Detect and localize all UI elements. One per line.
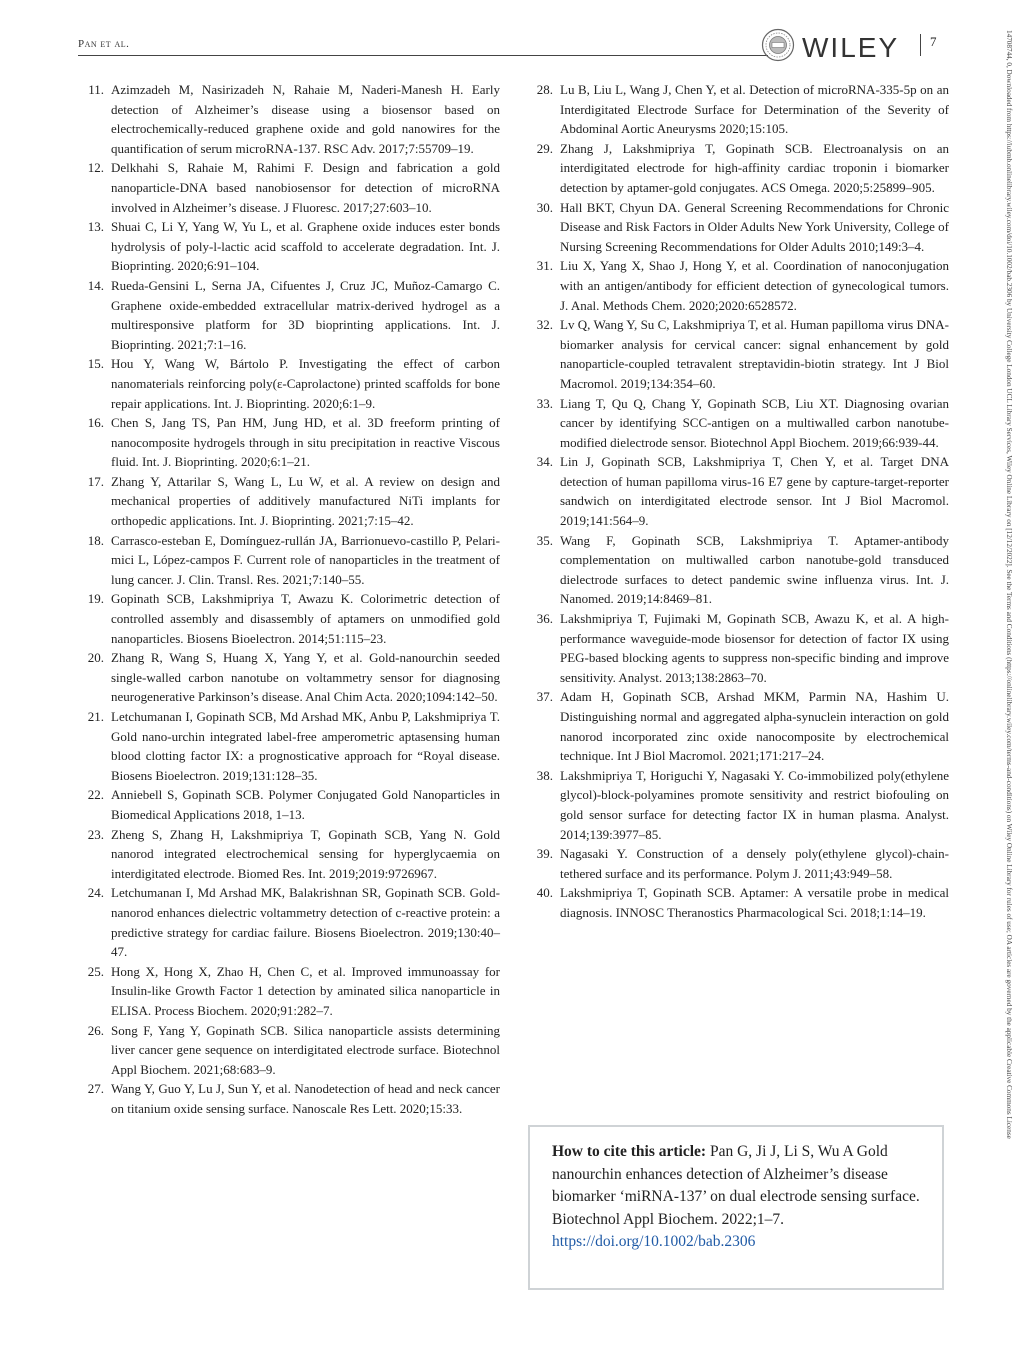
reference-text: Lakshmipriya T, Fujimaki M, Gopinath SCB, Awazu K, et al. A high-performance waveguide-mode biosensor for detection of factor IX using PEG-based blocking agents to suppress non-specific binding and improve sensitivity. Analyst. 2013;138:2863–70. [560, 611, 949, 685]
reference-text: Zheng S, Zhang H, Lakshmipriya T, Gopinath SCB, Yang N. Gold nanorod integrated electrochemical sensing for hyperglycaemia on interdigitated electrode. Biomed Res. Int. 2019;2019:9726967. [111, 826, 500, 881]
reference-text: Adam H, Gopinath SCB, Arshad MKM, Parmin NA, Hashim U. Distinguishing normal and aggregated alpha-synuclein interaction on gold nanorod incorporated zinc oxide nanocomposite by electrochemical technique. Int J Biol Macromol. 2021;171:217–24. [560, 689, 949, 764]
reference-item [78, 217, 500, 276]
reference-number: 16. [87, 415, 104, 431]
reference-text: Chen S, Jang TS, Pan HM, Jung HD, et al. 3D freeform printing of nanocomposite hydrogels through in situ precipitation in reactive Viscous fluid. Int. J. Bioprinting. 2020;6:1–21. [111, 415, 500, 470]
reference-list-left [78, 80, 500, 1118]
reference-number: 27. [87, 1081, 104, 1097]
reference-text: Lin J, Gopinath SCB, Lakshmipriya T, Chen Y, et al. Target DNA detection of human papilloma virus-16 E7 gene by capture-target-reporter sandwich on interdigitated electrode sensor. Int J Biol Macromol. 2019;141:564–9. [560, 454, 949, 529]
reference-text: Azimzadeh M, Nasirizadeh N, Rahaie M, Naderi-Manesh H. Early detection of Alzheimer’s disease using a biosensor based on electrochemically-reduced graphene oxide and gold nanowires for the quantification of serum microRNA-137. RSC Adv. 2017;7:55709–19. [111, 82, 500, 156]
reference-number: 39. [536, 846, 553, 862]
reference-item [78, 785, 500, 824]
reference-item [527, 198, 949, 257]
reference-number: 11. [88, 82, 104, 97]
reference-text: Gopinath SCB, Lakshmipriya T, Awazu K. Colorimetric detection of controlled assembly and disassembly of aptamers on unmodified gold nanoparticles. Biosens Bioelectron. 2014;51:115–23. [111, 591, 500, 646]
reference-text: Lakshmipriya T, Horiguchi Y, Nagasaki Y. Co-immobilized poly(ethylene glycol)-block-polyamines promote sensitivity and restrict biofouling on gold sensor surface for detecting factor IX in human plasma. Analyst. 2014;139:3977–85. [560, 767, 949, 842]
references-column-right [527, 80, 949, 923]
reference-item [78, 962, 500, 1021]
reference-item [527, 256, 949, 315]
citation-text: Pan G, Ji J, Li S, Wu A Gold nanourchin enhances detection of Alzheimer’s disease biomarker ‘miRNA-137’ on dual electrode sensing surface. Biotechnol Appl Biochem. 2022;1–7. [552, 1143, 920, 1228]
reference-number: 35. [536, 532, 553, 548]
wiley-seal-icon [761, 28, 795, 62]
reference-number: 17. [87, 473, 104, 489]
reference-text: Delkhahi S, Rahaie M, Rahimi F. Design and fabrication a gold nanoparticle-DNA based nanobiosensor for detection of microRNA involved in Alzheimer’s disease. J Fluoresc. 2017;27:603–10. [111, 160, 500, 215]
reference-text: Zhang Y, Attarilar S, Wang L, Lu W, et al. A review on design and mechanical properties of additively manufactured NiTi implants for orthopedic applications. Int. J. Bioprinting. 2021;7:15–42. [111, 473, 500, 529]
reference-item [78, 589, 500, 648]
reference-item [78, 648, 500, 707]
reference-item [78, 707, 500, 785]
reference-number: 32. [536, 317, 553, 333]
reference-text: Liang T, Qu Q, Chang Y, Gopinath SCB, Liu XT. Diagnosing ovarian cancer by identifying SCC-antigen on a multiwalled carbon nanotube-modified dielectrode sensor. Biotechnol Appl Biochem. 2019;66:939-44. [560, 395, 949, 450]
reference-item [527, 452, 949, 530]
publisher-logo: WILEY [802, 32, 900, 63]
reference-item [78, 1079, 500, 1118]
reference-text: Lu B, Liu L, Wang J, Chen Y, et al. Detection of microRNA-335-5p on an Interdigitated Electrode Surface for Determination of the Severity of Abdominal Aortic Aneurysms 2020;15:105. [560, 82, 949, 137]
page-header [78, 28, 954, 72]
reference-item [527, 883, 949, 922]
reference-item [78, 472, 500, 531]
reference-item [78, 80, 500, 158]
header-rule [78, 55, 768, 56]
reference-text: Letchumanan I, Gopinath SCB, Md Arshad MK, Anbu P, Lakshmipriya T. Gold nano-urchin integrated label-free amperometric aptasensing human blood clotting factor IX: a prognosticative approach for “Royal disease. Biosens Bioelectron. 2019;131:128–35. [111, 709, 500, 783]
reference-number: 20. [87, 650, 104, 666]
reference-number: 34. [536, 454, 553, 470]
reference-item [527, 315, 949, 393]
reference-number: 36. [536, 611, 553, 627]
references-column-left [78, 80, 500, 1118]
reference-text: Wang F, Gopinath SCB, Lakshmipriya T. Aptamer-antibody complementation on multiwalled carbon nanotube-gold transduced dielectrode surfaces to detect pandemic swine influenza virus. Int. J. Nanomed. 2019;14:8469–81. [560, 532, 949, 607]
reference-number: 29. [536, 140, 553, 156]
reference-number: 30. [536, 199, 553, 215]
reference-number: 40. [536, 885, 553, 901]
reference-text: Carrasco-esteban E, Domínguez-rullán JA, Barrionuevo-castillo P, Pelari-mici L, López-campos F. Current role of nanoparticles in the treatment of lung cancer. J. Clin. Transl. Res. 2021;7:140–55. [111, 532, 500, 587]
reference-item [527, 609, 949, 687]
reference-number: 21. [87, 709, 104, 724]
reference-item [527, 531, 949, 609]
download-notice [1001, 30, 1015, 1320]
reference-number: 18. [87, 532, 104, 548]
citation-doi-link[interactable]: https://doi.org/10.1002/bab.2306 [552, 1233, 756, 1250]
reference-text: Lakshmipriya T, Gopinath SCB. Aptamer: A versatile probe in medical diagnosis. INNOSC Theranostics Pharmacological Sci. 2018;1:14–19. [560, 885, 949, 920]
reference-item [78, 531, 500, 590]
reference-item [78, 883, 500, 961]
reference-text: Liu X, Yang X, Shao J, Hong Y, et al. Coordination of nanoconjugation with an antigen/antibody for efficient detection of gynecological tumors. J. Anal. Methods Chem. 2020;2020:6528572. [560, 258, 949, 313]
reference-number: 28. [536, 82, 553, 97]
reference-text: Letchumanan I, Md Arshad MK, Balakrishnan SR, Gopinath SCB. Gold-nanorod enhances dielectric voltammetry detection of c-reactive protein: a predictive strategy for cardiac failure. Biosens Bioelectron. 2019;130:40–47. [111, 885, 500, 960]
reference-item [527, 844, 949, 883]
reference-text: Nagasaki Y. Construction of a densely poly(ethylene glycol)-chain-tethered surface and its performance. Polym J. 2011;43:949–58. [560, 846, 949, 881]
header-divider [920, 34, 921, 56]
reference-text: Anniebell S, Gopinath SCB. Polymer Conjugated Gold Nanoparticles in Biomedical Applications 2018, 1–13. [111, 787, 500, 822]
page-number: 7 [930, 34, 937, 49]
reference-number: 12. [87, 160, 104, 176]
running-head: Pan et al. [78, 38, 130, 50]
reference-item [78, 354, 500, 413]
reference-number: 23. [87, 826, 104, 842]
reference-number: 26. [87, 1022, 104, 1038]
reference-item [527, 80, 949, 139]
reference-number: 25. [87, 963, 104, 979]
reference-number: 31. [536, 258, 553, 274]
reference-item [527, 139, 949, 198]
reference-item [78, 276, 500, 354]
reference-text: Lv Q, Wang Y, Su C, Lakshmipriya T, et al. Human papilloma virus DNA-biomarker analysis for cervical cancer: signal enhancement by gold nanoparticle-coupled tetravalent streptavidin-biotin strategy. Int J Biol Macromol. 2019;134:354–60. [560, 317, 949, 391]
reference-number: 37. [536, 689, 553, 705]
reference-text: Wang Y, Guo Y, Lu J, Sun Y, et al. Nanodetection of head and neck cancer on titanium oxide sensing surface. Nanoscale Res Lett. 2020;15:33. [111, 1081, 500, 1116]
reference-text: Zhang J, Lakshmipriya T, Gopinath SCB. Electroanalysis on an interdigitated electrode for high-affinity cardiac troponin i biomarker detection by aptamer-gold conjugates. ACS Omega. 2020;5:25899–905. [560, 140, 949, 195]
reference-item [527, 766, 949, 844]
citation-label: How to cite this article: [552, 1143, 707, 1160]
reference-item [527, 394, 949, 453]
reference-item [78, 413, 500, 472]
reference-text: Shuai C, Li Y, Yang W, Yu L, et al. Graphene oxide induces ester bonds hydrolysis of poly-l-lactic acid scaffold to accelerate degradation. Int. J. Bioprinting. 2020;6:91–104. [111, 219, 500, 274]
reference-list-right [527, 80, 949, 923]
reference-text: Song F, Yang Y, Gopinath SCB. Silica nanoparticle assists determining liver cancer gene sequence on interdigitated electrode surface. Biotechnol Appl Biochem. 2021;68:683–9. [111, 1022, 500, 1077]
reference-number: 24. [87, 885, 104, 901]
reference-item [527, 687, 949, 765]
reference-number: 19. [87, 591, 104, 607]
reference-number: 22. [87, 787, 104, 803]
reference-item [78, 825, 500, 884]
reference-text: Hall BKT, Chyun DA. General Screening Recommendations for Chronic Disease and Risk Factors in Older Adults New York University, College of Nursing Screening Recommendations for Older Adults 2010;149:3–4. [560, 199, 949, 254]
reference-number: 13. [87, 219, 104, 235]
reference-number: 15. [87, 356, 104, 372]
reference-text: Zhang R, Wang S, Huang X, Yang Y, et al. Gold-nanourchin seeded single-walled carbon nanotube on voltammetry sensor for diagnosing neurogenerative Parkinson’s disease. Anal Chim Acta. 2020;1094:142–50. [111, 650, 500, 705]
download-notice-text: 14708744, 0, Downloaded from https://iubmb.onlinelibrary.wiley.com/doi/10.1002/bab.2306 by University College London UCL Library Services, Wiley Online Library on [12/12/2022]. See the Terms and Conditions (https://onlinelibrary.wiley.com/terms-and-conditions) on Wiley Online Library for rules of use; OA articles are governed by the applicable Creative Commons License [1005, 30, 1013, 1139]
reference-text: Hou Y, Wang W, Bártolo P. Investigating the effect of carbon nanomaterials reinforcing poly(ε-Caprolactone) printed scaffolds for bone repair applications. Int. J. Bioprinting. 2020;6:1–9. [111, 356, 500, 411]
reference-item [78, 158, 500, 217]
reference-number: 33. [536, 395, 553, 411]
citation-box [528, 1125, 944, 1290]
reference-number: 38. [536, 767, 553, 783]
reference-number: 14. [87, 277, 104, 293]
reference-text: Hong X, Hong X, Zhao H, Chen C, et al. Improved immunoassay for Insulin-like Growth Factor 1 detection by aminated silica nanoparticle in ELISA. Process Biochem. 2020;91:282–7. [111, 963, 500, 1018]
reference-item [78, 1021, 500, 1080]
reference-text: Rueda-Gensini L, Serna JA, Cifuentes J, Cruz JC, Muñoz-Camargo C. Graphene oxide-embedded extracellular matrix-derived hydrogel as a multiresponsive platform for 3D bioprinting applications. Int. J. Bioprinting. 2021;7:1–16. [111, 277, 500, 352]
